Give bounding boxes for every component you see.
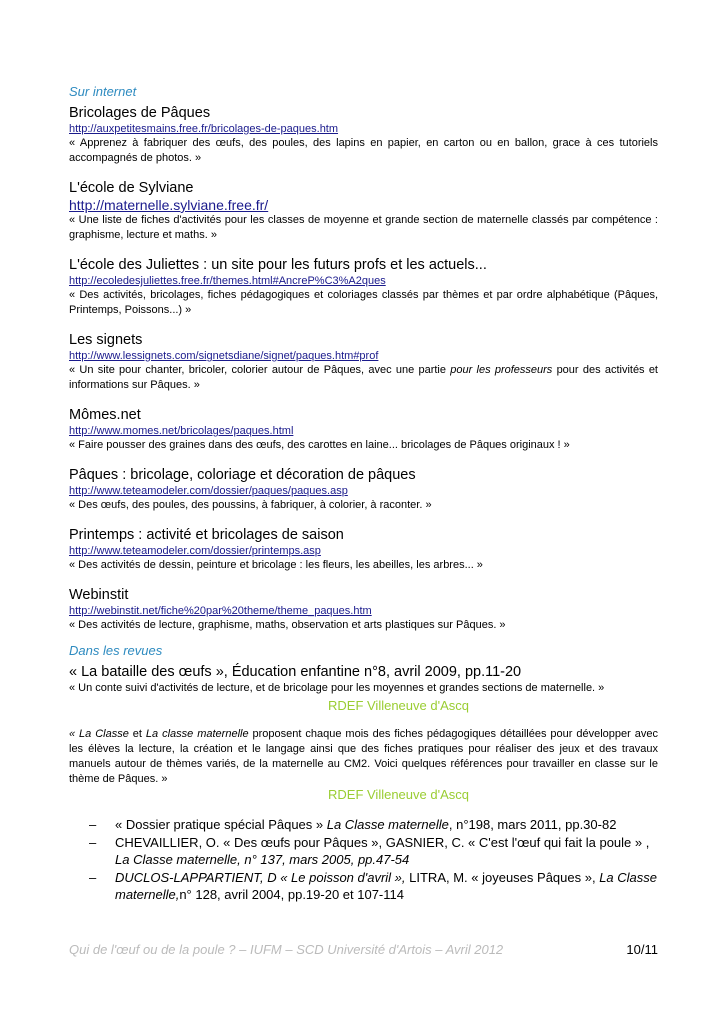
entry-title: Mômes.net bbox=[69, 407, 141, 423]
site-entry bbox=[69, 407, 658, 453]
rdef-credit: RDEF Villeneuve d'Ascq bbox=[328, 698, 469, 713]
reference-item bbox=[89, 834, 658, 868]
entry-link[interactable]: http://auxpetitesmains.free.fr/bricolages-de-paques.htm bbox=[69, 123, 339, 135]
site-entry bbox=[69, 180, 658, 243]
entry-link[interactable]: http://maternelle.sylviane.free.fr/ bbox=[69, 197, 269, 213]
entry-title: Bricolages de Pâques bbox=[69, 105, 211, 121]
site-entry bbox=[69, 587, 658, 633]
reference-item bbox=[89, 869, 658, 903]
reference-emphasis: La Classe maternelle bbox=[326, 817, 449, 832]
reference-text: , n°198, mars 2011, pp.30-82 bbox=[448, 817, 617, 832]
classe-text: proposent chaque mois des fiches pédagogiques détaillées pour développer avec les élèves la lecture, la création et le langage ainsi que des fiches pratiques pour réaliser des jeux et des travaux manuels autour de thèmes variés, de la maternelle au CM2. Voici quelques références pour travailler en classe sur le thème de Pâques. » bbox=[69, 728, 658, 785]
site-entry bbox=[69, 527, 658, 573]
classe-title-emphasis: La classe maternelle bbox=[145, 728, 249, 740]
reference-text: « Dossier pratique spécial Pâques » bbox=[115, 817, 327, 832]
rdef-credit: RDEF Villeneuve d'Ascq bbox=[328, 787, 469, 802]
entry-link[interactable]: http://www.teteamodeler.com/dossier/printemps.asp bbox=[69, 545, 321, 557]
reference-text: n° 128, avril 2004, pp.19-20 et 107-114 bbox=[179, 887, 404, 902]
reference-emphasis: La Classe maternelle, bbox=[115, 870, 657, 902]
site-entry bbox=[69, 467, 658, 513]
entry-title: L'école des Juliettes : un site pour les futurs profs et les actuels... bbox=[69, 257, 487, 273]
entry-description: « Apprenez à fabriquer des œufs, des poules, des lapins en papier, en carton ou en ballon, grace à ces tutoriels accompagnés de photos. » bbox=[69, 137, 658, 164]
entry-description: « Une liste de fiches d'activités pour les classes de moyenne et grande section de maternelle classés par compétence : graphisme, lecture et maths. » bbox=[69, 214, 658, 241]
reference-emphasis: DUCLOS-LAPPARTIENT, D « Le poisson d'avril », bbox=[115, 870, 406, 885]
entry-link[interactable]: http://www.momes.net/bricolages/paques.html bbox=[69, 425, 294, 437]
entry-title: Printemps : activité et bricolages de saison bbox=[69, 527, 344, 543]
page-number: 10/11 bbox=[626, 942, 658, 957]
classe-title-emphasis: « La Classe bbox=[69, 728, 129, 740]
list-dash: – bbox=[89, 870, 97, 885]
entry-description-text: « Un site pour chanter, bricoler, colorier autour de Pâques, avec une partie bbox=[69, 364, 451, 376]
section-heading-revues: Dans les revues bbox=[69, 643, 163, 658]
entry-title: L'école de Sylviane bbox=[69, 180, 194, 196]
entry-link[interactable]: http://webinstit.net/fiche%20par%20theme/theme_paques.htm bbox=[69, 605, 372, 617]
entry-description: « Des activités, bricolages, fiches pédagogiques et coloriages classés par thèmes et par ordre alphabétique (Pâques, Printemps, Poissons...) » bbox=[69, 289, 658, 316]
reference-emphasis: La Classe maternelle, n° 137, mars 2005, pp.47-54 bbox=[115, 852, 410, 867]
entry-link[interactable]: http://ecoledesjuliettes.free.fr/themes.html#AncreP%C3%A2ques bbox=[69, 275, 386, 287]
reference-text: LITRA, M. « joyeuses Pâques », bbox=[405, 870, 600, 885]
entry-description: « Des activités de dessin, peinture et bricolage : les fleurs, les abeilles, les arbres... » bbox=[69, 559, 483, 571]
entry-link[interactable]: http://www.lessignets.com/signetsdiane/signet/paques.htm#prof bbox=[69, 350, 379, 362]
reference-list bbox=[69, 816, 658, 903]
entry-description: « Des activités de lecture, graphisme, maths, observation et arts plastiques sur Pâques. » bbox=[69, 619, 506, 631]
entry-description-emphasis: pour les professeurs bbox=[450, 364, 553, 376]
classe-text: et bbox=[128, 728, 146, 740]
site-entry bbox=[69, 332, 658, 393]
page-footer bbox=[69, 942, 658, 957]
entry-title: Les signets bbox=[69, 332, 143, 348]
classe-paragraph bbox=[69, 727, 658, 787]
site-entry bbox=[69, 105, 658, 166]
revue-title: « La bataille des œufs », Éducation enfantine n°8, avril 2009, pp.11-20 bbox=[69, 664, 522, 680]
entry-description bbox=[69, 363, 658, 393]
reference-item bbox=[89, 816, 658, 833]
section-heading-internet: Sur internet bbox=[69, 84, 137, 99]
site-entry bbox=[69, 257, 658, 318]
list-dash: – bbox=[89, 817, 97, 832]
reference-text: CHEVAILLIER, O. « Des œufs pour Pâques », GASNIER, C. « C'est l'œuf qui fait la poule » , bbox=[115, 835, 650, 850]
entry-description: « Faire pousser des graines dans des œufs, des carottes en laine... bricolages de Pâques originaux ! » bbox=[69, 439, 570, 451]
entry-link[interactable]: http://www.teteamodeler.com/dossier/paques/paques.asp bbox=[69, 485, 348, 497]
entry-title: Webinstit bbox=[69, 587, 129, 603]
document-body bbox=[69, 84, 658, 904]
list-dash: – bbox=[89, 835, 97, 850]
entry-description-text: pour des activités et informations sur Pâques. » bbox=[69, 364, 658, 391]
entry-description: « Des œufs, des poules, des poussins, à fabriquer, à colorier, à raconter. » bbox=[69, 499, 432, 511]
revue-description: « Un conte suivi d'activités de lecture, et de bricolage pour les moyennes et grandes sections de maternelle. » bbox=[69, 682, 605, 694]
footer-text: Qui de l'œuf ou de la poule ? – IUFM – SCD Université d'Artois – Avril 2012 bbox=[69, 942, 504, 957]
entry-title: Pâques : bricolage, coloriage et décoration de pâques bbox=[69, 467, 416, 483]
